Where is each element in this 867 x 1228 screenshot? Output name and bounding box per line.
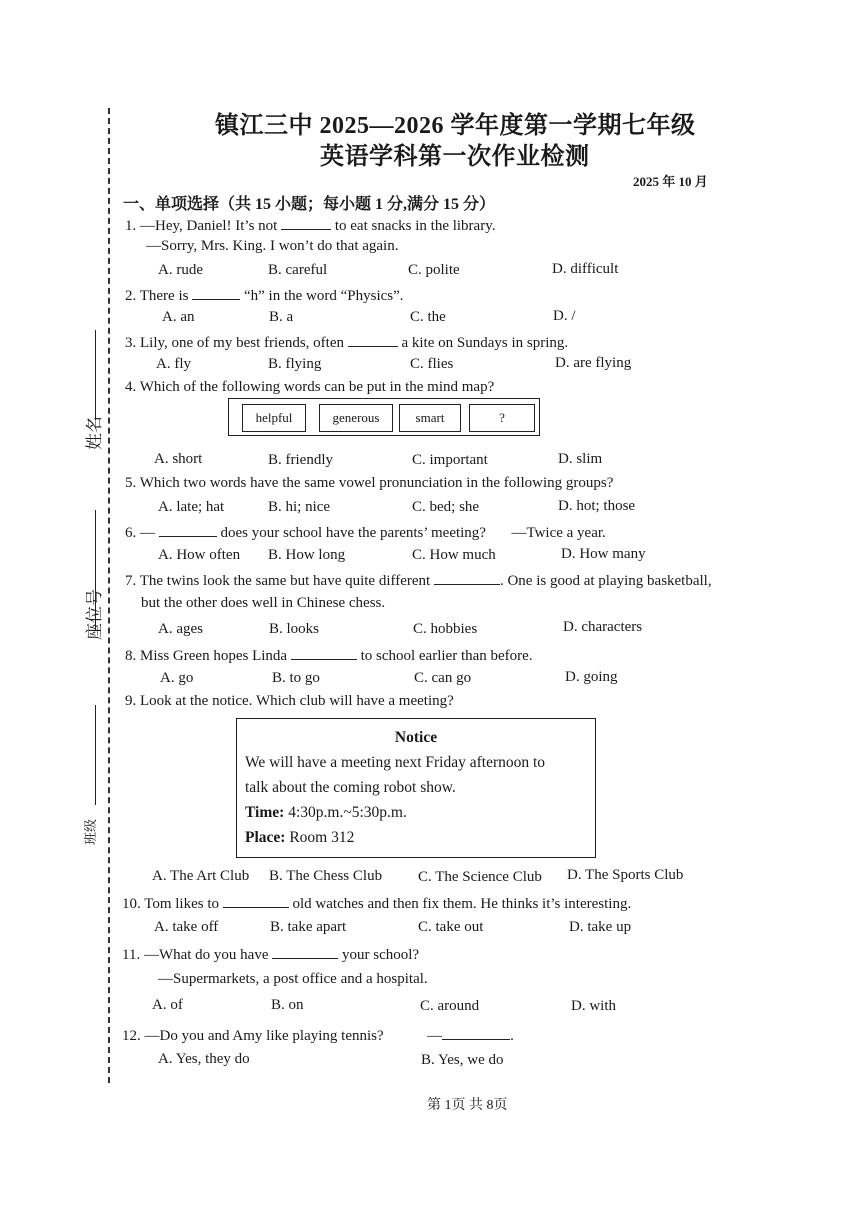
q1-option-b: B. careful	[268, 262, 328, 278]
q8-option-d: D. going	[565, 669, 618, 685]
q12-option-b: B. Yes, we do	[421, 1052, 504, 1068]
q3-text-b: a kite on Sundays in spring.	[401, 335, 569, 351]
q2-text-a: 2. There is	[125, 288, 189, 304]
notice-title: Notice	[394, 729, 438, 746]
q11-blank	[272, 944, 338, 959]
mind-map-word-1: helpful	[242, 404, 306, 432]
q8-blank	[291, 645, 357, 660]
q9-option-c: C. The Science Club	[418, 869, 542, 885]
q6-option-d: D. How many	[561, 546, 646, 562]
q11-text-b: your school?	[342, 947, 420, 963]
question-10	[122, 893, 631, 913]
name-label: 姓名	[85, 416, 104, 450]
q10-option-a: A. take off	[154, 919, 219, 935]
q10-option-c: C. take out	[418, 919, 484, 935]
name-blank-line	[95, 330, 96, 420]
q1-option-c: C. polite	[408, 262, 460, 278]
q1-response: —Sorry, Mrs. King. I won’t do that again.	[146, 238, 399, 254]
question-1	[125, 215, 496, 235]
q4-option-c: C. important	[412, 452, 488, 468]
q11-option-a: A. of	[152, 997, 183, 1013]
q4-option-d: D. slim	[558, 451, 603, 467]
q8-text-b: to school earlier than before.	[360, 648, 533, 664]
question-2	[125, 285, 404, 305]
q4-option-a: A. short	[154, 451, 203, 467]
q7-line2: but the other does well in Chinese chess.	[141, 595, 386, 611]
q11-text-a: 11. —What do you have	[122, 947, 269, 963]
page-number: 第 1页 共 8页	[427, 1098, 508, 1113]
exam-title-line2: 英语学科第一次作业检测	[320, 144, 590, 170]
mind-map	[228, 398, 540, 436]
q9-option-a: A. The Art Club	[152, 868, 250, 884]
q2-option-b: B. a	[269, 309, 294, 325]
question-3	[125, 332, 568, 352]
q5-option-b: B. hi; nice	[268, 499, 331, 515]
q7-text-b: . One is good at playing basketball,	[499, 573, 712, 589]
q7-blank	[434, 570, 500, 585]
q11-option-d: D. with	[571, 998, 616, 1014]
question-4: 4. Which of the following words can be put in the mind map?	[125, 379, 495, 395]
q10-text-a: 10. Tom likes to	[122, 896, 220, 912]
notice-line-1: We will have a meeting next Friday afternoon to	[245, 754, 546, 771]
exam-date: 2025 年 10 月	[633, 174, 708, 189]
mind-map-word-3: smart	[399, 404, 461, 432]
notice-box	[236, 718, 596, 858]
q2-blank	[192, 285, 240, 300]
q6-blank	[159, 522, 217, 537]
q7-option-a: A. ages	[158, 621, 203, 637]
class-label: 班级	[83, 818, 98, 845]
q12-option-a: A. Yes, they do	[158, 1051, 250, 1067]
question-6	[125, 522, 606, 542]
q1-text-a: 1. —Hey, Daniel! It’s not	[125, 218, 278, 234]
q8-option-c: C. can go	[414, 670, 472, 686]
notice-place-label: Place:	[245, 829, 286, 846]
question-9: 9. Look at the notice. Which club will have a meeting?	[125, 693, 454, 709]
q2-text-b: “h” in the word “Physics”.	[243, 288, 404, 304]
q6-answer-hint: —Twice a year.	[511, 525, 606, 541]
q7-option-b: B. looks	[269, 621, 320, 637]
q7-option-c: C. hobbies	[413, 621, 478, 637]
notice-time-label: Time:	[245, 804, 285, 821]
seat-label: 座位号	[85, 589, 104, 640]
q1-option-d: D. difficult	[552, 261, 619, 277]
q12-dash: —	[427, 1028, 443, 1044]
notice-line-2: talk about the coming robot show.	[245, 779, 456, 796]
q10-text-b: old watches and then fix them. He thinks it’s interesting.	[292, 896, 632, 912]
q3-option-d: D. are flying	[555, 355, 632, 371]
mind-map-word-2: generous	[319, 404, 393, 432]
q12-blank	[442, 1025, 510, 1040]
q3-option-a: A. fly	[156, 356, 191, 372]
question-7	[125, 570, 712, 590]
q6-option-a: A. How often	[158, 547, 241, 563]
exam-title-line1: 镇江三中 2025—2026 学年度第一学期七年级	[215, 113, 696, 139]
q6-text-a: 6. —	[125, 525, 155, 541]
q2-option-c: C. the	[410, 309, 446, 325]
q1-blank	[281, 215, 331, 230]
q3-option-c: C. flies	[410, 356, 454, 372]
q3-text-a: 3. Lily, one of my best friends, often	[125, 335, 344, 351]
q6-option-b: B. How long	[268, 547, 346, 563]
q10-option-b: B. take apart	[270, 919, 347, 935]
class-blank-line	[95, 705, 96, 805]
q1-text-b: to eat snacks in the library.	[334, 218, 496, 234]
q3-blank	[348, 332, 398, 347]
notice-place	[245, 829, 354, 847]
q7-text-a: 7. The twins look the same but have quite different	[125, 573, 431, 589]
q6-text-b: does your school have the parents’ meeting?	[220, 525, 486, 541]
question-8	[125, 645, 533, 665]
section-title: 一、单项选择（共 15 小题；每小题 1 分,满分 15 分）	[123, 196, 496, 213]
q8-option-a: A. go	[160, 670, 194, 686]
q11-option-c: C. around	[420, 998, 480, 1014]
q9-option-d: D. The Sports Club	[567, 867, 684, 883]
q10-option-d: D. take up	[569, 919, 632, 935]
question-5: 5. Which two words have the same vowel pronunciation in the following groups?	[125, 475, 614, 491]
q2-option-a: A. an	[162, 309, 195, 325]
q10-blank	[223, 893, 289, 908]
q8-text-a: 8. Miss Green hopes Linda	[125, 648, 288, 664]
binding-dashed-line	[108, 108, 110, 1083]
q5-option-a: A. late; hat	[158, 499, 225, 515]
q7-option-d: D. characters	[563, 619, 643, 635]
q6-option-c: C. How much	[412, 547, 496, 563]
notice-time-value: 4:30p.m.~5:30p.m.	[288, 804, 407, 821]
q3-option-b: B. flying	[268, 356, 322, 372]
q5-option-c: C. bed; she	[412, 499, 480, 515]
q8-option-b: B. to go	[272, 670, 320, 686]
q1-option-a: A. rude	[158, 262, 203, 278]
q5-option-d: D. hot; those	[558, 498, 636, 514]
q9-option-b: B. The Chess Club	[269, 868, 383, 884]
q11-option-b: B. on	[271, 997, 304, 1013]
q12-period: .	[510, 1028, 514, 1044]
mind-map-word-4: ?	[469, 404, 535, 432]
notice-time	[245, 804, 407, 822]
q2-option-d: D. /	[553, 308, 576, 324]
notice-place-value: Room 312	[289, 829, 355, 846]
q4-option-b: B. friendly	[268, 452, 333, 468]
q11-response: —Supermarkets, a post office and a hospital.	[158, 971, 428, 987]
question-12	[122, 1025, 514, 1045]
question-11	[122, 944, 419, 964]
q12-text: 12. —Do you and Amy like playing tennis?	[122, 1028, 384, 1044]
